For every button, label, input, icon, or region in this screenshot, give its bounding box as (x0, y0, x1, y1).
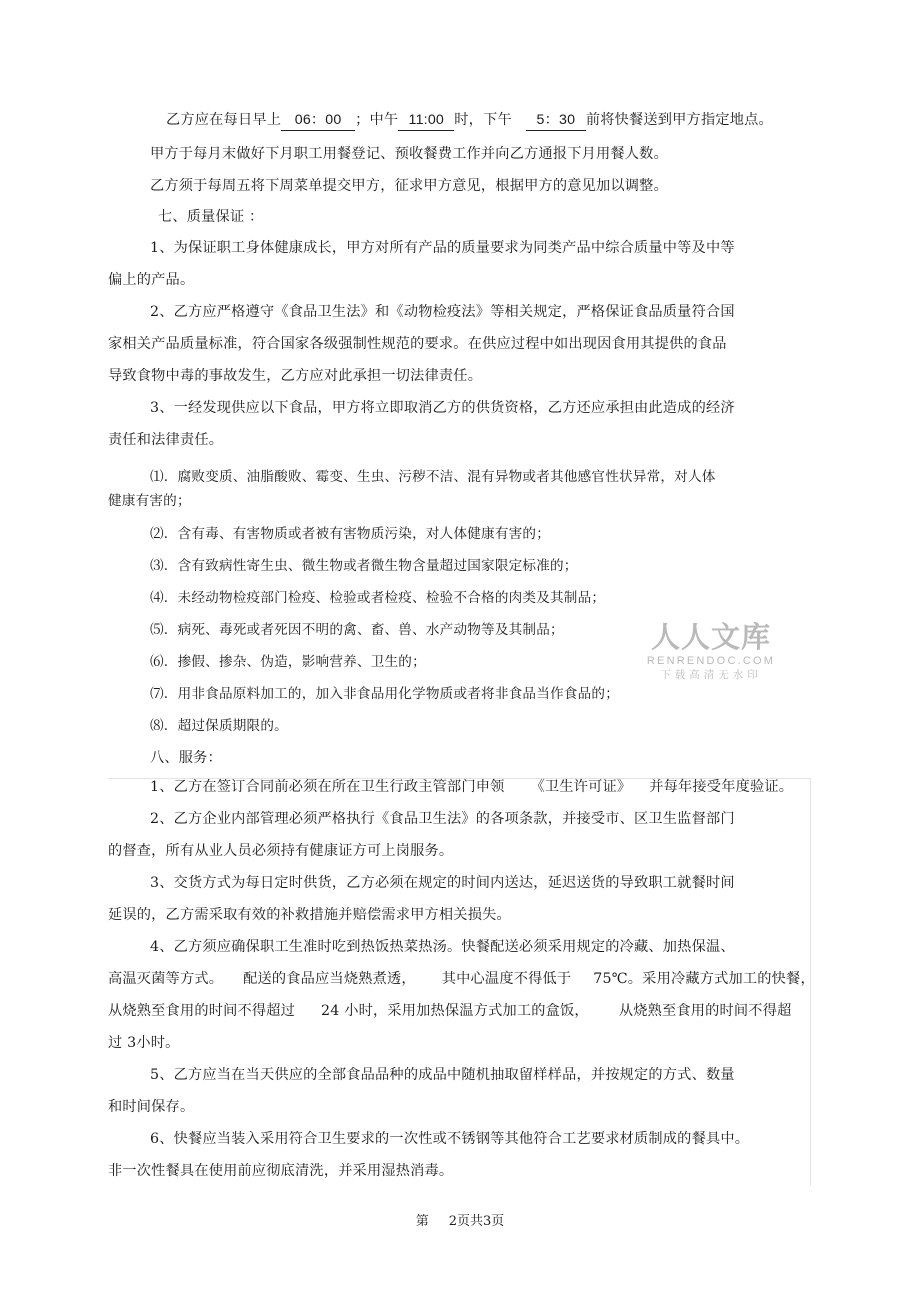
section-heading-quality: 七、质量保证 ： (158, 209, 264, 225)
food-list-item-7: ⑺．用非食品原料加工的，加入非食品用化学物质或者将非食品当作食品的； (150, 686, 619, 702)
quality-item-3-line-2: 责任和法律责任。 (108, 432, 224, 448)
quality-item-2-line-2: 家相关产品质量标准，符合国家各级强制性规范的要求。在供应过程中如出现因食用其提供的食品 (108, 336, 727, 352)
food-list-item-3: ⑶．含有致病性寄生虫、微生物或者微生物含量超过国家限定标准的； (150, 558, 578, 574)
quality-item-2-line-3: 导致食物中毒的事故发生，乙方应对此承担一切法律责任。 (108, 368, 483, 384)
delivery-suffix: 前将快餐送到甲方指定地点。 (585, 112, 773, 128)
service-item-6-line-1: 6、快餐应当装入采用符合卫生要求的一次性或不锈钢等其他符合工艺要求材质制成的餐具中。 (150, 1131, 750, 1147)
watermark-title: 人人文库 (650, 620, 771, 654)
service-item-1-part-2: 并每年接受年度验证。 (649, 779, 794, 795)
watermark-url: RENRENDOC.COM (646, 655, 776, 667)
page-footer (0, 1213, 920, 1231)
food-list-item-8: ⑻．超过保质期限的。 (150, 718, 288, 734)
footer-page-info: 2页共3页 (448, 1214, 505, 1229)
service-item-4-line-2 (108, 969, 815, 989)
service-item-5-line-1: 5、乙方应当在当天供应的全部食品品种的成品中随机抽取留样样品，并按规定的方式、数量 (150, 1067, 735, 1083)
watermark-subtitle: 下载高清无水印 (660, 669, 762, 681)
service-item-1 (150, 777, 793, 797)
food-list-item-5: ⑸．病死、毒死或者死因不明的禽、畜、兽、水产动物等及其制品； (150, 622, 564, 638)
service-item-1-license: 《卫生许可证》 (530, 779, 632, 795)
quality-item-1-line-2: 偏上的产品。 (108, 272, 195, 288)
footer-page-label: 第 (415, 1214, 429, 1229)
service-item-4-temp-value: 75℃。采用冷藏方式加工的快餐， (593, 971, 815, 987)
paragraph-registration: 甲方于每月末做好下月职工用餐登记、预收餐费工作并向乙方通报下月用餐人数。 (150, 146, 668, 162)
morning-time: 06：00 (281, 110, 355, 131)
delivery-time-line (166, 110, 773, 131)
service-item-4-methods: 高温灭菌等方式。 (108, 971, 224, 987)
quality-item-2-line-1: 2、乙方应严格遵守《食品卫生法》和《动物检疫法》等相关规定，严格保证食品质量符合国 (150, 304, 735, 320)
food-list-item-1-line-2: 健康有害的； (108, 493, 191, 509)
service-item-4-time-value: 24 小时，采用加热保温方式加工的盒饭， (321, 1003, 589, 1019)
service-item-2-line-2: 的督查，所有从业人员必须持有健康证方可上岗服务。 (108, 843, 454, 859)
service-item-4-line-3 (108, 1001, 791, 1021)
service-item-5-line-2: 和时间保存。 (108, 1099, 195, 1115)
service-item-6-line-2: 非一次性餐具在使用前应彻底清洗，并采用湿热消毒。 (108, 1163, 454, 1179)
food-list-item-6: ⑹．掺假、掺杂、伪造，影响营养、卫生的； (150, 654, 426, 670)
service-item-4-temp-label: 其中心温度不得低于 (441, 971, 572, 987)
service-item-1-part-1: 1、乙方在签订合同前必须在所在卫生行政主管部门申领 (150, 779, 505, 795)
food-list-item-4: ⑷．未经动物检疫部门检疫、检验或者检疫、检验不合格的肉类及其制品； (150, 590, 606, 606)
afternoon-label: 时，下午 (454, 112, 512, 128)
quality-item-1-line-1: 1、为保证职工身体健康成长，甲方对所有产品的质量要求为同类产品中综合质量中等及中等 (150, 240, 735, 256)
delivery-prefix: 乙方应在每日早上 (166, 112, 282, 128)
paragraph-menu: 乙方须于每周五将下周菜单提交甲方，征求甲方意见，根据甲方的意见加以调整。 (150, 178, 668, 194)
watermark (646, 620, 776, 682)
service-item-3-line-1: 3、交货方式为每日定时供货，乙方必须在规定的时间内送达，延迟送货的导致职工就餐时间 (150, 875, 735, 891)
quality-item-3-line-1: 3、一经发现供应以下食品，甲方将立即取消乙方的供货资格，乙方还应承担由此造成的经济 (150, 400, 735, 416)
section-heading-service: 八、服务： (150, 750, 222, 766)
service-item-4-cooked: 配送的食品应当烧熟煮透， (243, 971, 416, 987)
food-list-item-2: ⑵．含有毒、有害物质或者被有害物质污染，对人体健康有害的； (150, 526, 551, 542)
service-item-3-line-2: 延误的，乙方需采取有效的补救措施并赔偿需求甲方相关损失。 (108, 907, 511, 923)
service-item-4-time-label-2: 从烧熟至食用的时间不得超 (618, 1003, 792, 1019)
noon-label: ；中午 (355, 112, 399, 128)
noon-time: 11:00 (398, 110, 454, 131)
afternoon-time: 5：30 (526, 110, 586, 131)
service-item-4-time-label: 从烧熟至食用的时间不得超过 (108, 1003, 296, 1019)
service-item-2-line-1: 2、乙方企业内部管理必须严格执行《食品卫生法》的各项条款，并接受市、区卫生监督部门 (150, 811, 735, 827)
service-item-4-line-4: 过 3小时。 (108, 1035, 180, 1051)
food-list-item-1-line-1: ⑴．腐败变质、油脂酸败、霉变、生虫、污秽不洁、混有异物或者其他感官性状异常，对人体 (150, 469, 716, 485)
service-item-4-line-1: 4、乙方须应确保职工生准时吃到热饭热菜热汤。快餐配送必须采用规定的冷藏、加热保温、 (150, 939, 735, 955)
